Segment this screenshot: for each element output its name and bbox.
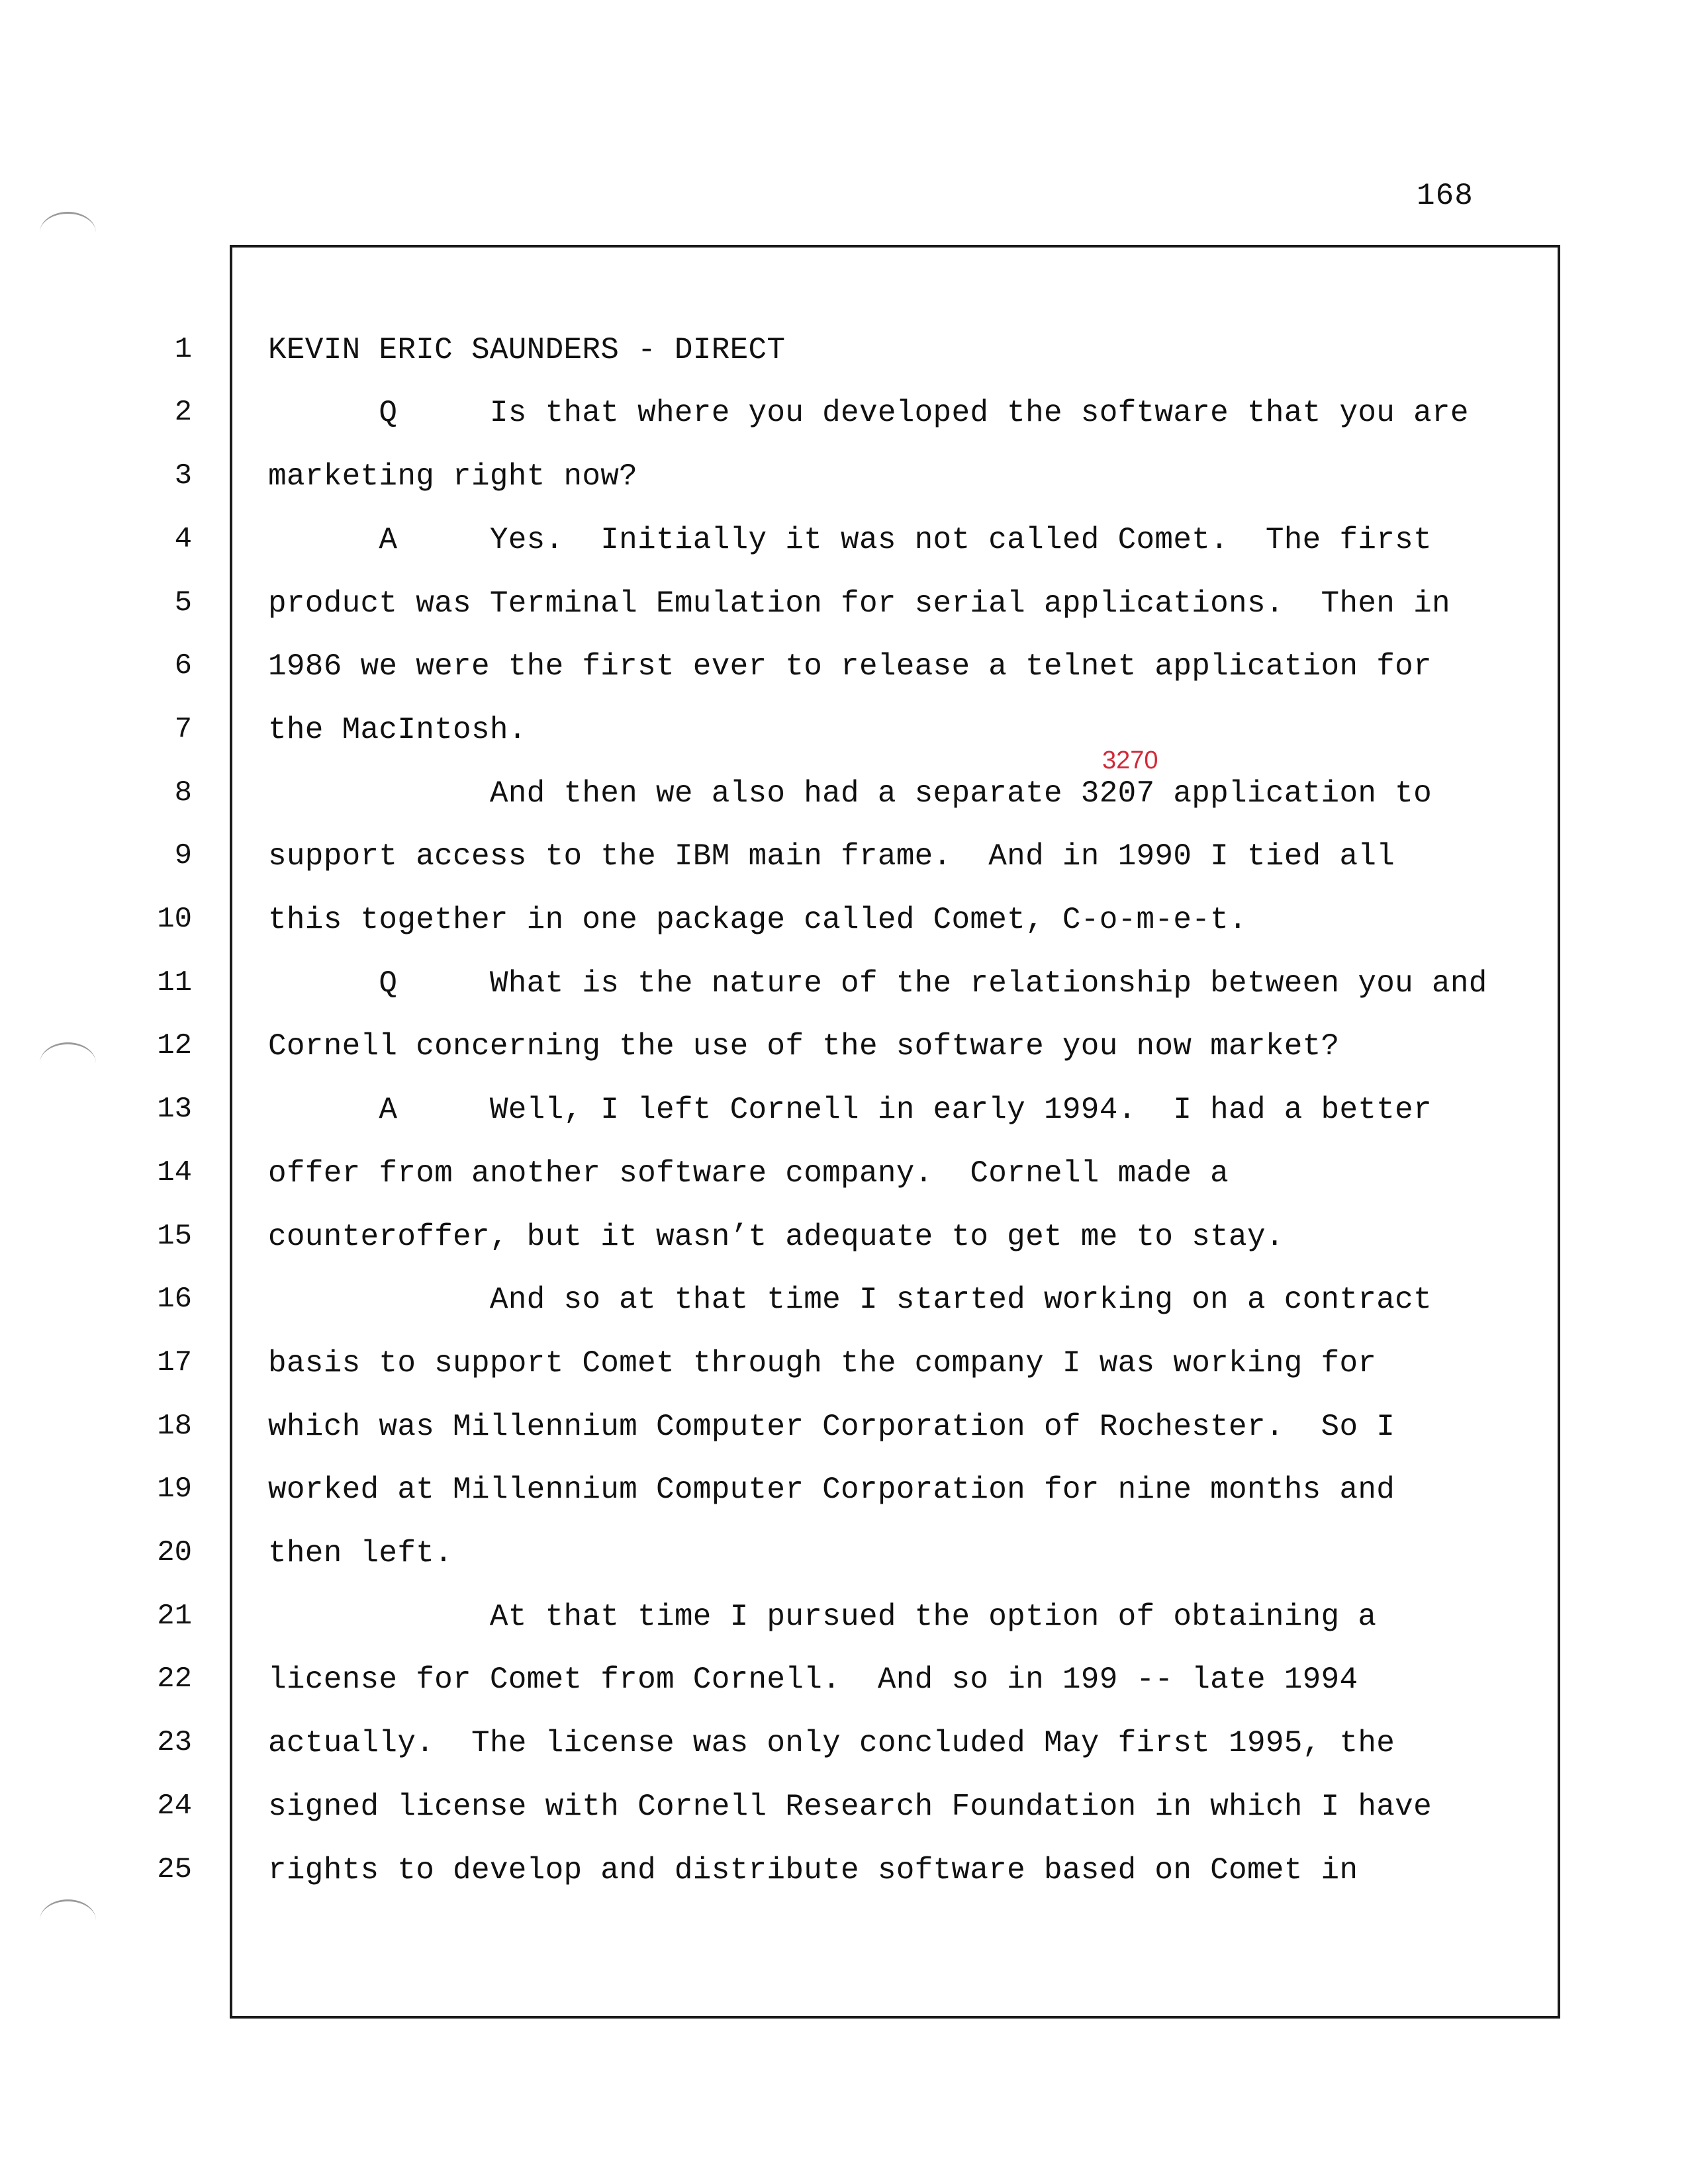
punch-hole-mark — [40, 1042, 96, 1084]
line-number: 25 — [157, 1853, 192, 1886]
line-number: 9 — [174, 839, 192, 872]
line-number: 1 — [174, 333, 192, 366]
page-number: 168 — [1417, 179, 1474, 213]
line-number: 14 — [157, 1156, 192, 1189]
transcript-line: And then we also had a separate 3207 application to — [268, 776, 1432, 811]
transcript-line: support access to the IBM main frame. And in 1990 I tied all — [268, 839, 1395, 874]
line-number: 11 — [157, 966, 192, 999]
transcript-line: then left. — [268, 1536, 453, 1570]
line-number: 20 — [157, 1536, 192, 1569]
transcript-line: offer from another software company. Cornell made a — [268, 1156, 1229, 1191]
transcript-line: A Well, I left Cornell in early 1994. I had a better — [268, 1093, 1432, 1127]
transcript-line: worked at Millennium Computer Corporation for nine months and — [268, 1473, 1395, 1507]
transcript-line: signed license with Cornell Research Foundation in which I have — [268, 1790, 1432, 1824]
line-number: 3 — [174, 459, 192, 492]
transcript-line: 1986 we were the first ever to release a telnet application for — [268, 649, 1432, 684]
transcript-line: A Yes. Initially it was not called Comet. The first — [268, 523, 1432, 557]
line-number: 4 — [174, 523, 192, 556]
line-number: 18 — [157, 1410, 192, 1443]
transcript-line: At that time I pursued the option of obtaining a — [268, 1600, 1377, 1634]
line-number: 10 — [157, 903, 192, 936]
punch-hole-mark — [40, 1899, 96, 1941]
handwritten-correction: 3270 — [1102, 747, 1158, 774]
transcript-line: Q What is the nature of the relationship between you and — [268, 966, 1487, 1001]
transcript-line: product was Terminal Emulation for serial applications. Then in — [268, 586, 1450, 621]
transcript-line: license for Comet from Cornell. And so in 199 -- late 1994 — [268, 1662, 1358, 1697]
transcript-line: basis to support Comet through the company I was working for — [268, 1346, 1377, 1381]
line-number: 24 — [157, 1790, 192, 1823]
line-number: 16 — [157, 1283, 192, 1316]
transcript-line: KEVIN ERIC SAUNDERS - DIRECT — [268, 333, 786, 367]
line-number: 23 — [157, 1726, 192, 1759]
transcript-line: this together in one package called Comet, C-o-m-e-t. — [268, 903, 1247, 937]
line-number: 22 — [157, 1662, 192, 1696]
transcript-line: marketing right now? — [268, 459, 638, 494]
line-number: 2 — [174, 396, 192, 429]
transcript-line: rights to develop and distribute software based on Comet in — [268, 1853, 1358, 1888]
transcript-line: And so at that time I started working on a contract — [268, 1283, 1432, 1317]
line-number: 5 — [174, 586, 192, 619]
transcript-line: Cornell concerning the use of the software you now market? — [268, 1029, 1340, 1064]
transcript-line: Q Is that where you developed the software that you are — [268, 396, 1469, 430]
line-number: 13 — [157, 1093, 192, 1126]
transcript-line: counteroffer, but it wasn’t adequate to get me to stay. — [268, 1220, 1284, 1254]
line-number: 6 — [174, 649, 192, 682]
line-number: 17 — [157, 1346, 192, 1379]
line-number: 12 — [157, 1029, 192, 1062]
line-number: 21 — [157, 1600, 192, 1633]
line-number: 7 — [174, 713, 192, 746]
transcript-line: the MacIntosh. — [268, 713, 527, 747]
line-number: 19 — [157, 1473, 192, 1506]
transcript-line: which was Millennium Computer Corporation of Rochester. So I — [268, 1410, 1395, 1444]
transcript-line: actually. The license was only concluded May first 1995, the — [268, 1726, 1395, 1760]
line-number: 15 — [157, 1220, 192, 1253]
line-number: 8 — [174, 776, 192, 809]
punch-hole-mark — [40, 212, 96, 253]
